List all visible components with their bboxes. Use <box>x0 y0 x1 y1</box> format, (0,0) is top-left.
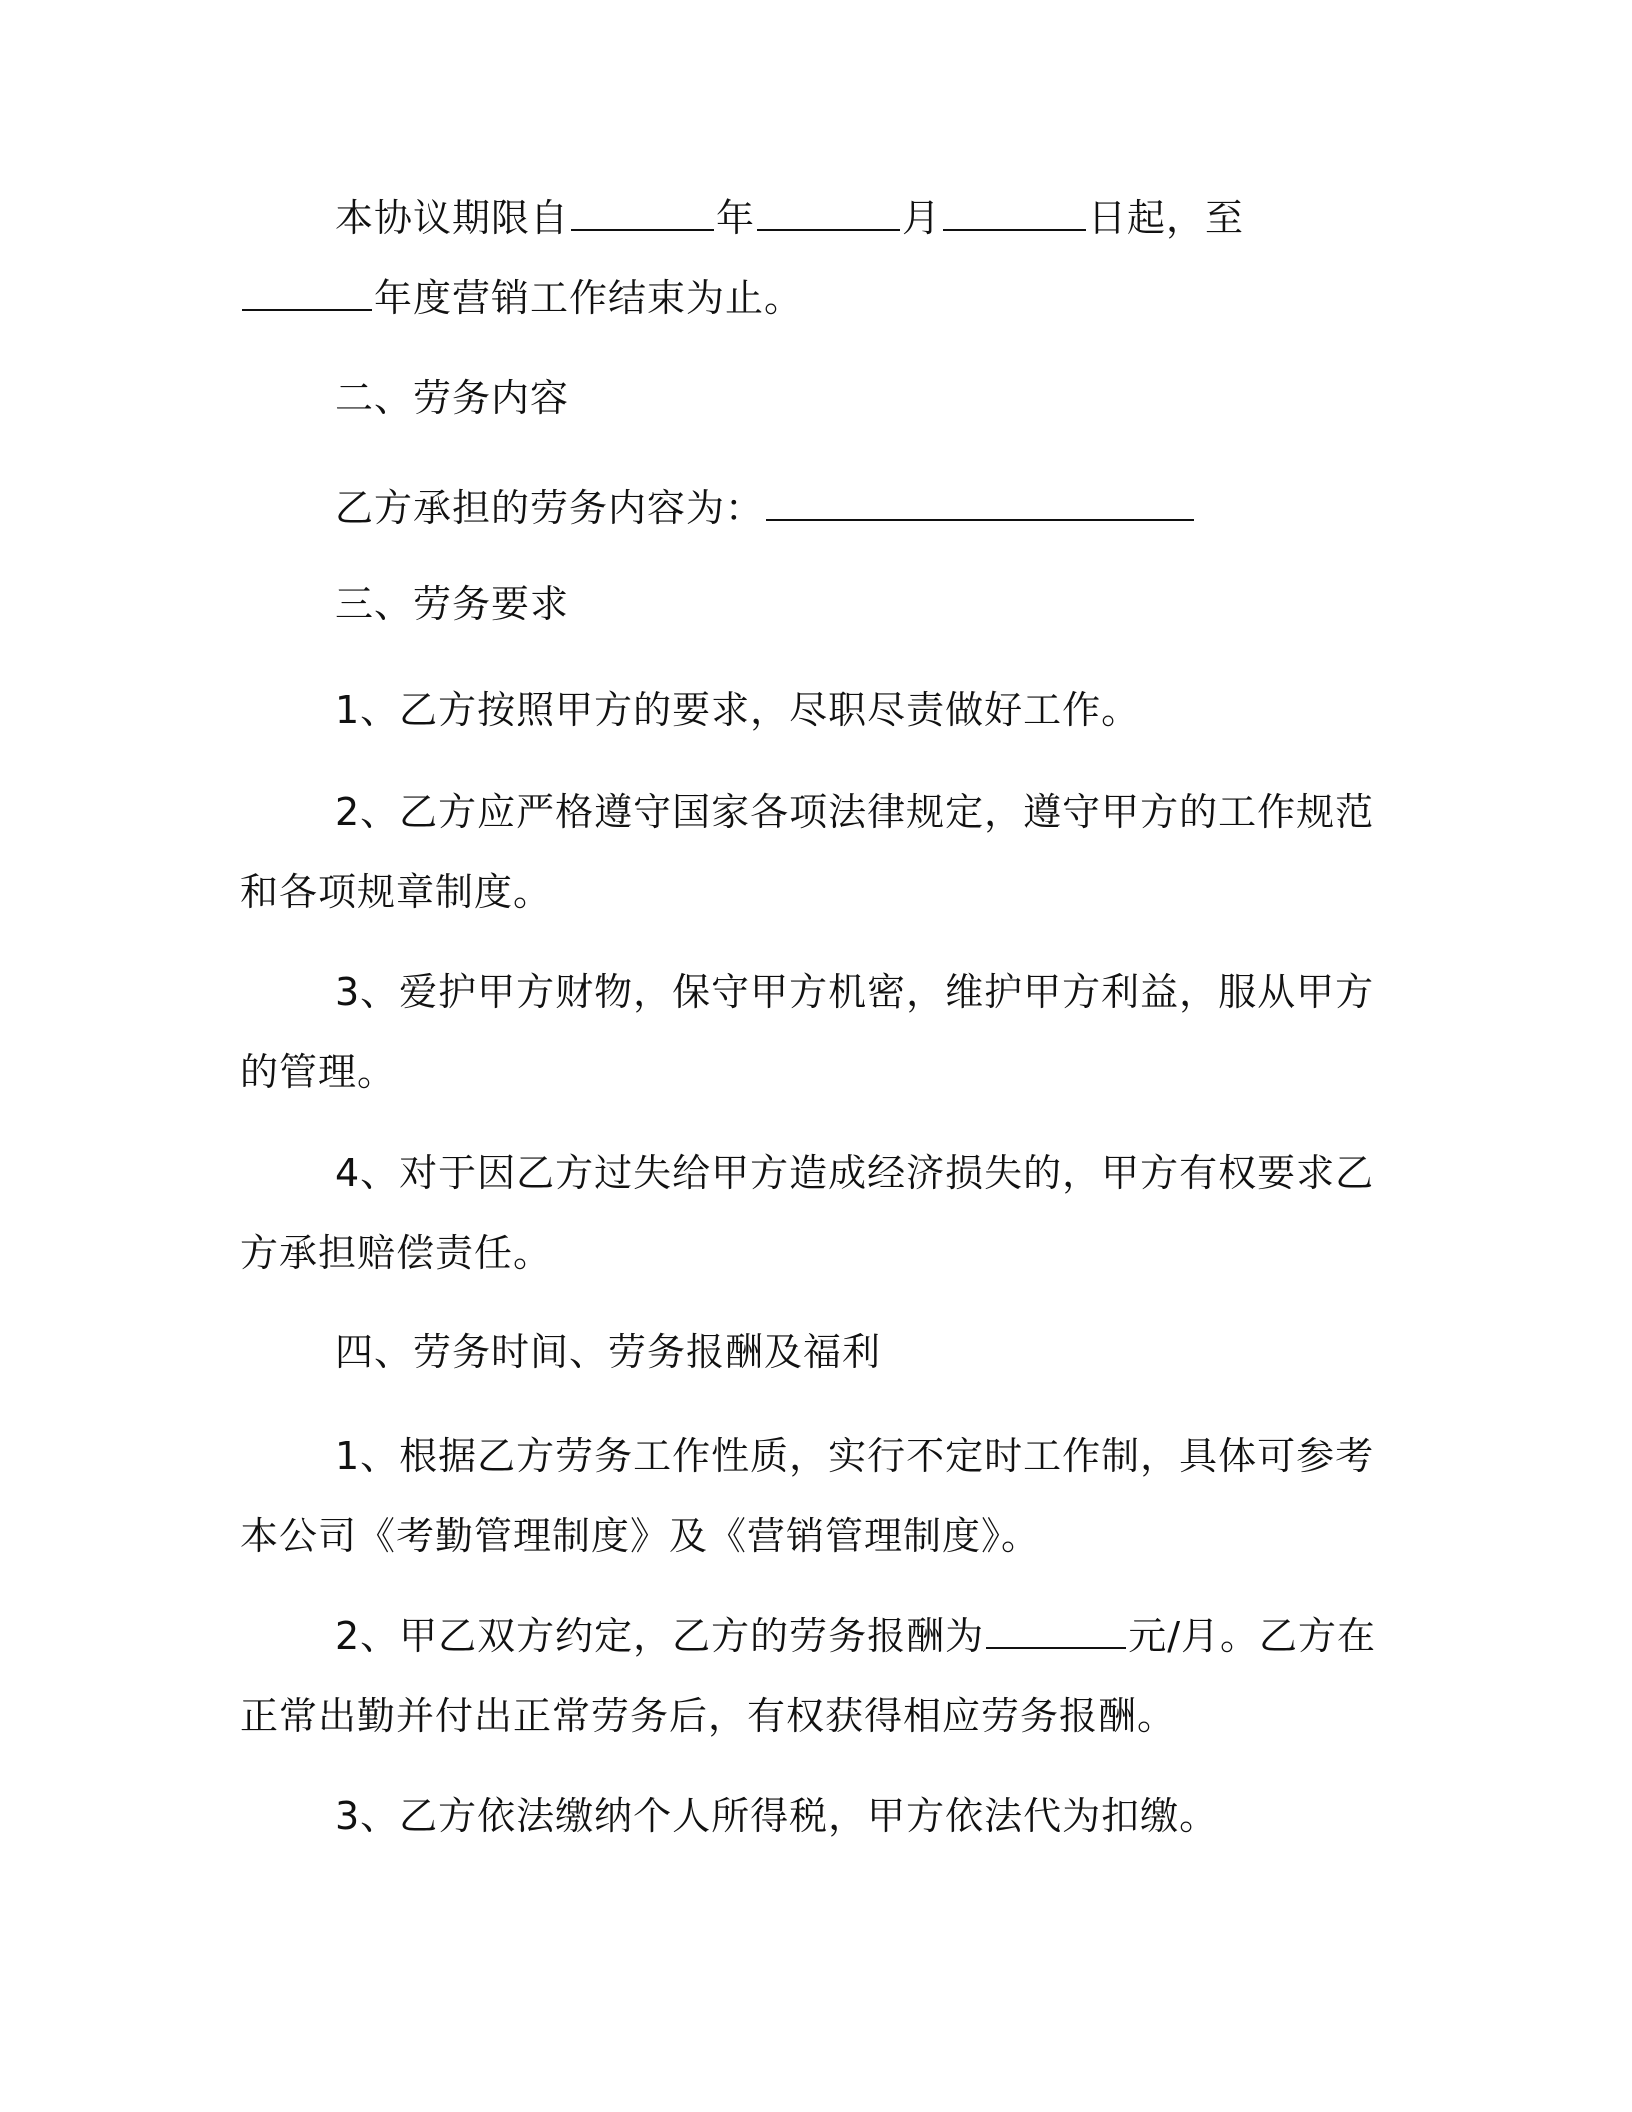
section3-item-4: 4、对于因乙方过失给甲方造成经济损失的，甲方有权要求乙方承担赔偿责任。 <box>240 1151 1375 1275</box>
section4-item-3: 3、乙方依法缴纳个人所得税，甲方依法代为扣缴。 <box>335 1794 1219 1838</box>
service-content-blank[interactable] <box>766 483 1194 521</box>
year-label: 年 <box>716 196 756 240</box>
term-suffix: 年度营销工作结束为止。 <box>374 276 804 320</box>
section4-item-2 <box>240 1596 1376 1756</box>
remuneration-suffix: 元/月。乙方在正常出勤并付出正常劳务后，有权获得相应劳务报酬。 <box>240 1614 1376 1738</box>
section3-item-1: 1、乙方按照甲方的要求，尽职尽责做好工作。 <box>335 688 1141 732</box>
day-label: 日起，至 <box>1088 196 1245 240</box>
term-prefix: 本协议期限自 <box>335 196 570 240</box>
section3-heading: 三、劳务要求 <box>335 582 570 626</box>
start-day-blank[interactable] <box>943 193 1086 231</box>
term-paragraph <box>240 178 1376 338</box>
remuneration-amount-blank[interactable] <box>986 1611 1126 1649</box>
service-content-line <box>335 468 1196 548</box>
section4-heading: 四、劳务时间、劳务报酬及福利 <box>335 1330 882 1374</box>
section2-heading: 二、劳务内容 <box>335 376 570 420</box>
end-year-blank[interactable] <box>242 273 372 311</box>
section3-item-3: 3、爱护甲方财物，保守甲方机密，维护甲方利益，服从甲方的管理。 <box>240 970 1375 1094</box>
start-year-blank[interactable] <box>571 193 714 231</box>
month-label: 月 <box>902 196 942 240</box>
remuneration-prefix: 2、甲乙双方约定，乙方的劳务报酬为 <box>335 1614 985 1658</box>
section4-item-1: 1、根据乙方劳务工作性质，实行不定时工作制，具体可参考本公司《考勤管理制度》及《营销管理制度》。 <box>240 1434 1375 1558</box>
section3-item-2: 2、乙方应严格遵守国家各项法律规定，遵守甲方的工作规范和各项规章制度。 <box>240 790 1375 914</box>
service-content-label: 乙方承担的劳务内容为： <box>335 486 765 530</box>
start-month-blank[interactable] <box>757 193 900 231</box>
